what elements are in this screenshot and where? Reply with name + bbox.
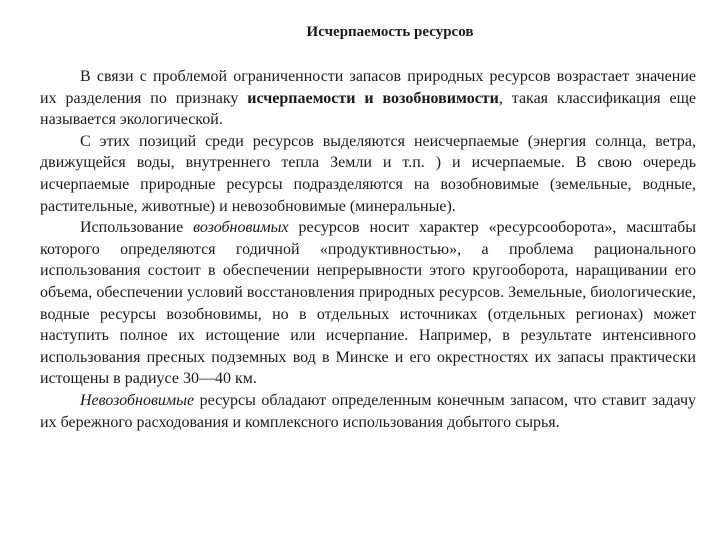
document-body [40,66,696,433]
paragraph-3-text-a: Использование [80,219,194,237]
paragraph-1 [40,66,696,131]
bold-term-renewability: возобновимости [382,89,499,107]
paragraph-3-text-b: ресурсов носит характер «ресурсооборота», масштабы которого определяются годичной «продуктивностью», а проблема рационального использования состоит в обеспечении непрерывности этого кругооборота, наращивании его объема, обеспечении условий восстановления природных ресурсов. Земельные, биологические, водные ресурсы возобновимы, но в отдельных источниках (отдельных регионах) может наступить полное их истощение или исчерпание. Например, в результате интенсивного использования пресных подземных вод в Минске и его окрестностях их запасы практически истощены в радиусе 30—40 км. [40,219,697,388]
paragraph-4 [40,390,696,433]
paragraph-3 [40,217,696,390]
bold-conjunction: и [355,89,383,107]
italic-term-nonrenewable: Невозобновимые [80,391,195,409]
bold-term-exhaustibility: исчерпаемости [247,89,356,107]
paragraph-2: С этих позиций среди ресурсов выделяются неисчерпаемые (энергия солнца, ветра, движущейся воды, внутреннего тепла Земли и т.п. ) и исчерпаемые. В свою очередь исчерпаемые природные ресурсы подразделяются на возобновимые (земельные, водные, растительные, животные) и невозобновимые (минеральные). [40,132,696,215]
paragraph-1-text-b: , такая классификация еще называется экологической. [40,89,696,129]
italic-term-renewable: возобновимых [193,219,289,237]
paragraph-1-text-a: В связи с проблемой ограниченности запасов природных ресурсов возрастает значение их разделения по признаку [40,68,696,107]
page-title: Исчерпаемость ресурсов [306,24,474,40]
paragraph-4-text-b: ресурсы обладают определенным конечным запасом, что ставит задачу их бережного расходования и комплексного использования добытого сырья. [40,391,696,431]
